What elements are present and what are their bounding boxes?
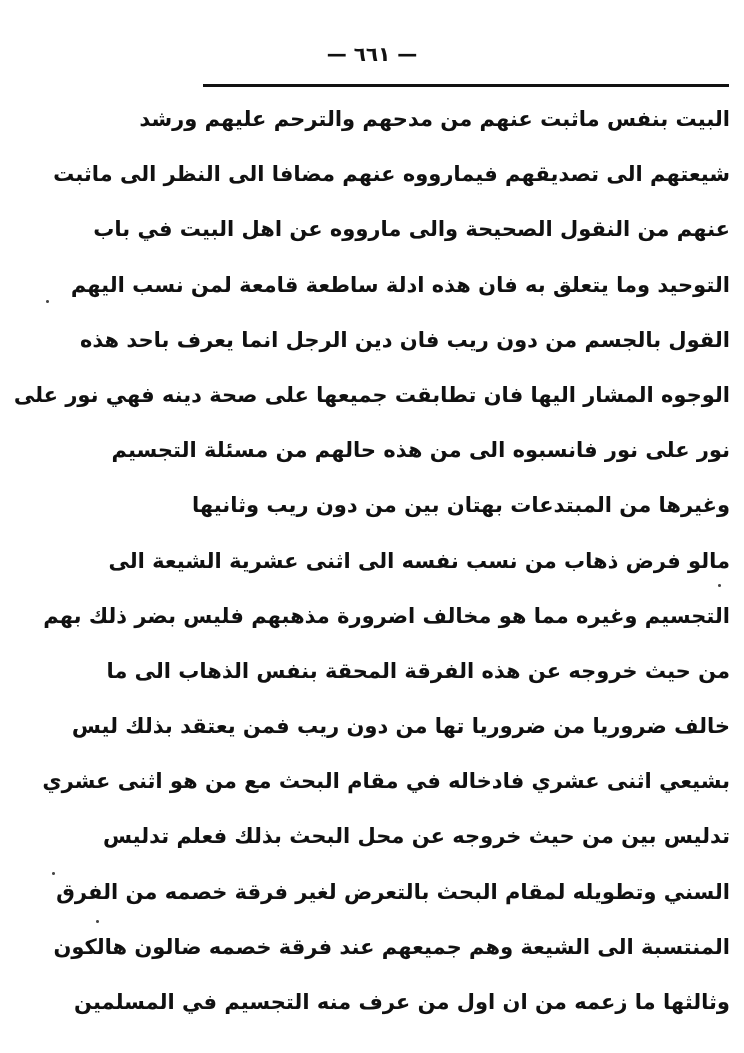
text-line: خالف ضروريا من ضروريا تها من دون ريب فمن يعتقد بذلك ليس xyxy=(71,714,730,739)
text-line: الوجوه المشار اليها فان تطابقت جميعها على صحة دينه فهي نور على xyxy=(13,382,730,407)
text-line: التجسيم وغيره مما هو مخالف اضرورة مذهبهم فليس بضر ذلك بهم xyxy=(43,603,730,628)
text-line: التوحيد وما يتعلق به فان هذه ادلة ساطعة قامعة لمن نسب اليهم xyxy=(70,272,730,297)
text-line: البيت بنفس ماثبت عنهم من مدحهم والترحم عليهم ورشد xyxy=(139,107,730,131)
text-line: وغيرها من المبتدعات بهتان بين من دون ريب وثانيها xyxy=(191,493,730,518)
text-line: القول بالجسم من دون ريب فان دين الرجل انما يعرف باحد هذه xyxy=(79,327,730,352)
text-line: من حيث خروجه عن هذه الفرقة المحقة بنفس الذهاب الى ما xyxy=(106,658,730,683)
page-number: — ٦٦١ — xyxy=(326,42,418,66)
scan-speck xyxy=(46,300,49,303)
scan-speck xyxy=(718,584,721,587)
scan-speck xyxy=(96,920,99,923)
text-line: وثالثها ما زعمه من ان اول من عرف منه التجسيم في المسلمين xyxy=(74,990,730,1014)
text-line: مالو فرض ذهاب من نسب نفسه الى اثنى عشرية الشيعة الى xyxy=(108,548,730,573)
text-line: عنهم من النقول الصحيحة والى مارووه عن اهل البيت في باب xyxy=(93,217,730,242)
text-line: المنتسبة الى الشيعة وهم جميعهم عند فرقة خصمه ضالون هالكون xyxy=(53,934,730,959)
text-line: نور على نور فانسبوه الى من هذه حالهم من مسئلة التجسيم xyxy=(111,438,730,463)
text-line: السني وتطويله لمقام البحث بالتعرض لغير فرقة خصمه من الفرق xyxy=(56,879,730,904)
text-line: بشيعي اثنى عشري فادخاله في مقام البحث مع من هو اثنى عشري xyxy=(42,769,730,794)
text-line: شيعتهم الى تصديقهم فيمارووه عنهم مضافا الى النظر الى ماثبت xyxy=(53,162,730,187)
scan-speck xyxy=(52,872,55,875)
text-line: تدليس بين من حيث خروجه عن محل البحث بذلك فعلم تدليس xyxy=(103,824,730,849)
header-rule xyxy=(203,84,729,87)
page-body-text xyxy=(13,92,730,1030)
